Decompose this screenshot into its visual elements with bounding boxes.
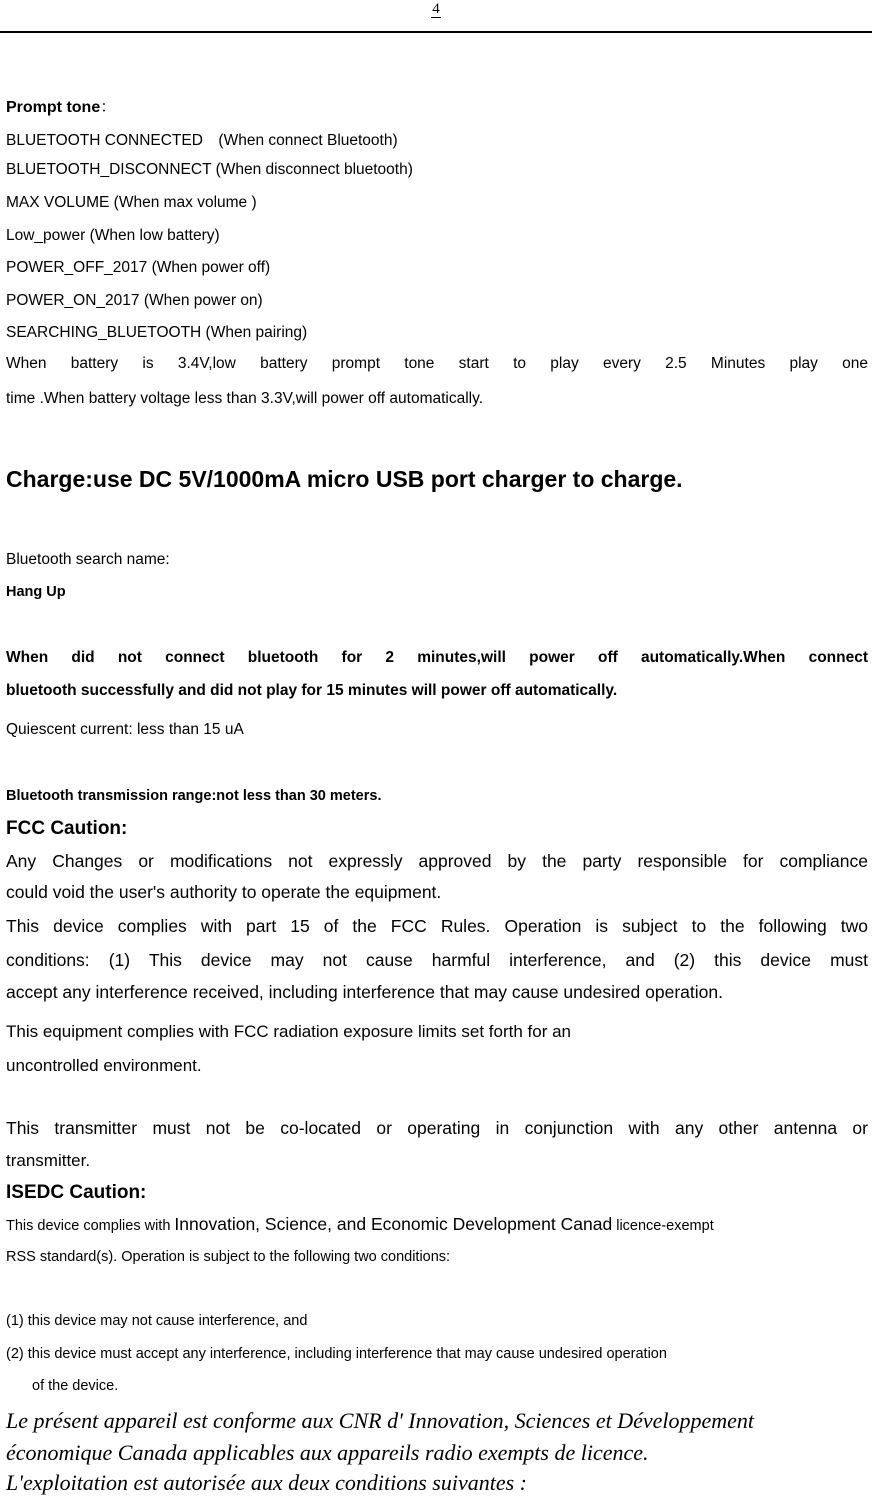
battery-note-line: When battery is 3.4V,low battery prompt tone start to play every 2.5 Minutes play one [6, 355, 868, 372]
tone-item: SEARCHING_BLUETOOTH (When pairing) [6, 324, 308, 341]
fcc-paragraph-line: Any Changes or modifications not expressly approved by the party responsible for compliance [6, 851, 868, 871]
auto-power-off-line: bluetooth successfully and did not play for 15 minutes will power off automatically. [6, 682, 618, 699]
isedc-condition: of the device. [32, 1378, 119, 1394]
tone-item: BLUETOOTH_DISCONNECT (When disconnect bluetooth) [6, 161, 413, 178]
fcc-paragraph-line: conditions: (1) This device may not cause harmful interference, and (2) this device must [6, 950, 868, 970]
fcc-paragraph-line: transmitter. [6, 1151, 91, 1170]
prompt-tone-heading [6, 94, 116, 117]
tone-item: Low_power (When low battery) [6, 227, 220, 244]
fcc-paragraph-line: uncontrolled environment. [6, 1056, 202, 1075]
header-rule [0, 31, 872, 33]
tone-item: MAX VOLUME (When max volume ) [6, 194, 257, 211]
page-number-text: 4 [432, 1, 440, 17]
prompt-tone-colon: ： [100, 99, 117, 116]
tone-item: POWER_OFF_2017 (When power off) [6, 259, 271, 276]
isedc-statement-line: RSS standard(s). Operation is subject to the following two conditions: [6, 1249, 451, 1265]
charge-heading: Charge:use DC 5V/1000mA micro USB port charger to charge. [6, 466, 683, 492]
quiescent-current: Quiescent current: less than 15 uA [6, 721, 244, 738]
isedc-statement-line [6, 1214, 868, 1235]
tone-item: POWER_ON_2017 (When power on) [6, 292, 263, 309]
isedc-statement-part: This device complies with [6, 1218, 175, 1234]
fcc-paragraph-line: This device complies with part 15 of the FCC Rules. Operation is subject to the following two [6, 916, 868, 936]
french-statement-line: L'exploitation est autorisée aux deux conditions suivantes : [6, 1470, 528, 1495]
french-statement-line: économique Canada applicables aux appareils radio exempts de licence. [6, 1440, 649, 1465]
bluetooth-search-label: Bluetooth search name: [6, 551, 170, 568]
fcc-paragraph-line: This equipment complies with FCC radiation exposure limits set forth for an [6, 1022, 572, 1041]
battery-note-line: time .When battery voltage less than 3.3V,will power off automatically. [6, 390, 484, 407]
fcc-paragraph-line: This transmitter must not be co-located or operating in conjunction with any other antenna or [6, 1118, 868, 1138]
french-statement-line: Le présent appareil est conforme aux CNR d' Innovation, Sciences et Développement [6, 1408, 755, 1433]
isedc-condition: (2) this device must accept any interference, including interference that may cause undesired operation [6, 1346, 667, 1362]
page-number [0, 0, 872, 18]
prompt-tone-title: Prompt tone [6, 99, 101, 116]
isedc-caution-title: ISEDC Caution: [6, 1182, 147, 1203]
fcc-caution-title: FCC Caution: [6, 818, 128, 839]
bluetooth-name: Hang Up [6, 584, 66, 600]
tone-item: BLUETOOTH CONNECTED (When connect Bluetooth) [6, 132, 398, 149]
auto-power-off-line: When did not connect bluetooth for 2 minutes,will power off automatically.When connect [6, 649, 868, 666]
isedc-condition: (1) this device may not cause interference, and [6, 1313, 308, 1329]
transmission-range: Bluetooth transmission range:not less than 30 meters. [6, 788, 382, 804]
fcc-paragraph-line: accept any interference received, including interference that may cause undesired operation. [6, 982, 723, 1002]
isedc-agency-name: Innovation, Science, and Economic Development Canad [174, 1214, 613, 1234]
isedc-statement-part: licence-exempt [612, 1218, 714, 1234]
fcc-paragraph-line: could void the user's authority to operate the equipment. [6, 882, 442, 902]
